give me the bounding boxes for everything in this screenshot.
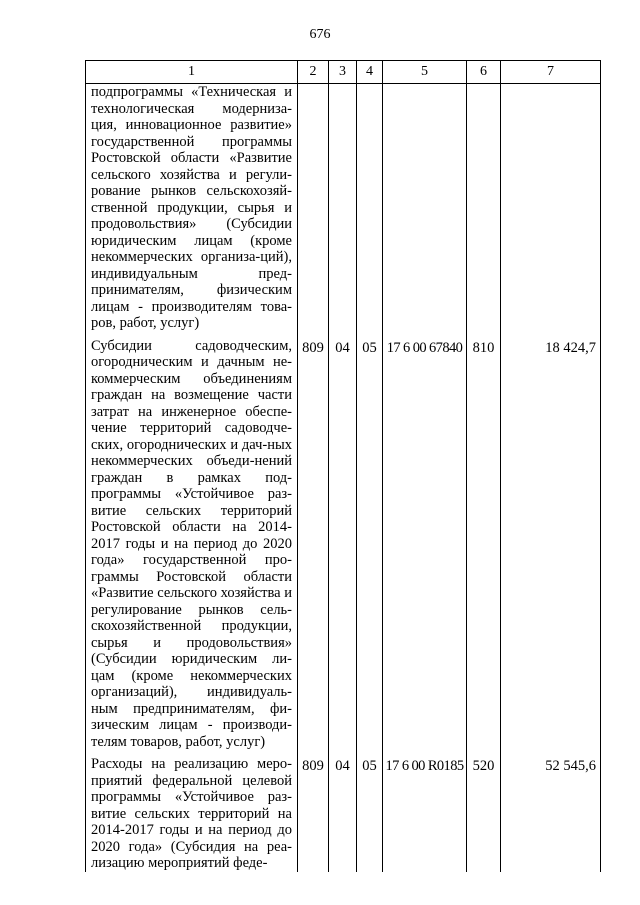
expense-type-code: 520: [467, 756, 501, 872]
ministry-code: 809: [298, 756, 329, 872]
target-article-code: 17 6 00 67840: [383, 338, 467, 751]
table-row: [86, 756, 601, 872]
subsection-code: [357, 84, 383, 332]
column-header: 1: [86, 61, 298, 84]
amount-value: 52 545,6: [501, 756, 601, 872]
subsection-code: 05: [357, 756, 383, 872]
row-description: Расходы на реализацию меро-приятий федеральной целевой программы «Устойчивое раз-витие сельских территорий на 2014-2017 годы и на период до 2020 года» (Субсидия на реа-лизацию мероприятий феде-: [86, 756, 298, 872]
amount-value: [501, 84, 601, 332]
column-header: 3: [329, 61, 357, 84]
section-code: 04: [329, 756, 357, 872]
section-code: [329, 84, 357, 332]
page-number: 676: [309, 27, 331, 42]
column-header: 5: [383, 61, 467, 84]
expense-type-code: [467, 84, 501, 332]
ministry-code: 809: [298, 338, 329, 751]
column-header: 7: [501, 61, 601, 84]
budget-table: [85, 60, 601, 872]
table-row: [86, 338, 601, 751]
row-description: Субсидии садоводческим, огородническим и дачным не-коммерческим объединениям граждан на возмещение части затрат на инженерное обеспе-чение территорий садоводче-ских, огороднических и дач-ных некоммерческих объеди-нений граждан в рамках под-программы «Устойчивое раз-витие сельских территорий Ростовской области на 2014-2017 годы и на период до 2020 года» государственной про-граммы Ростовской области «Развитие сельского хозяйства и регулирование рынков сель-скохозяйственной продукции, сырья и продовольствия» (Субсидии юридическим ли-цам (кроме некоммерческих организаций), индивидуаль-ным предпринимателям, фи-зическим лицам - производи-телям товаров, работ, услуг): [86, 338, 298, 751]
section-code: 04: [329, 338, 357, 751]
column-header: 6: [467, 61, 501, 84]
table-row: [86, 84, 601, 332]
column-header: 4: [357, 61, 383, 84]
target-article-code: [383, 84, 467, 332]
table-header: [86, 61, 601, 84]
target-article-code: 17 6 00 R0185: [383, 756, 467, 872]
expense-type-code: 810: [467, 338, 501, 751]
row-description: подпрограммы «Техническая и технологическая модерниза-ция, инновационное развитие» государственной программы Ростовской области «Развитие сельского хозяйства и регули-рование рынков сельскохозяй-ственной продукции, сырья и продовольствия» (Субсидии юридическим лицам (кроме некоммерческих организа-ций), индивидуальным пред-принимателям, физическим лицам - производителям това-ров, работ, услуг): [86, 84, 298, 332]
amount-value: 18 424,7: [501, 338, 601, 751]
column-header: 2: [298, 61, 329, 84]
ministry-code: [298, 84, 329, 332]
subsection-code: 05: [357, 338, 383, 751]
